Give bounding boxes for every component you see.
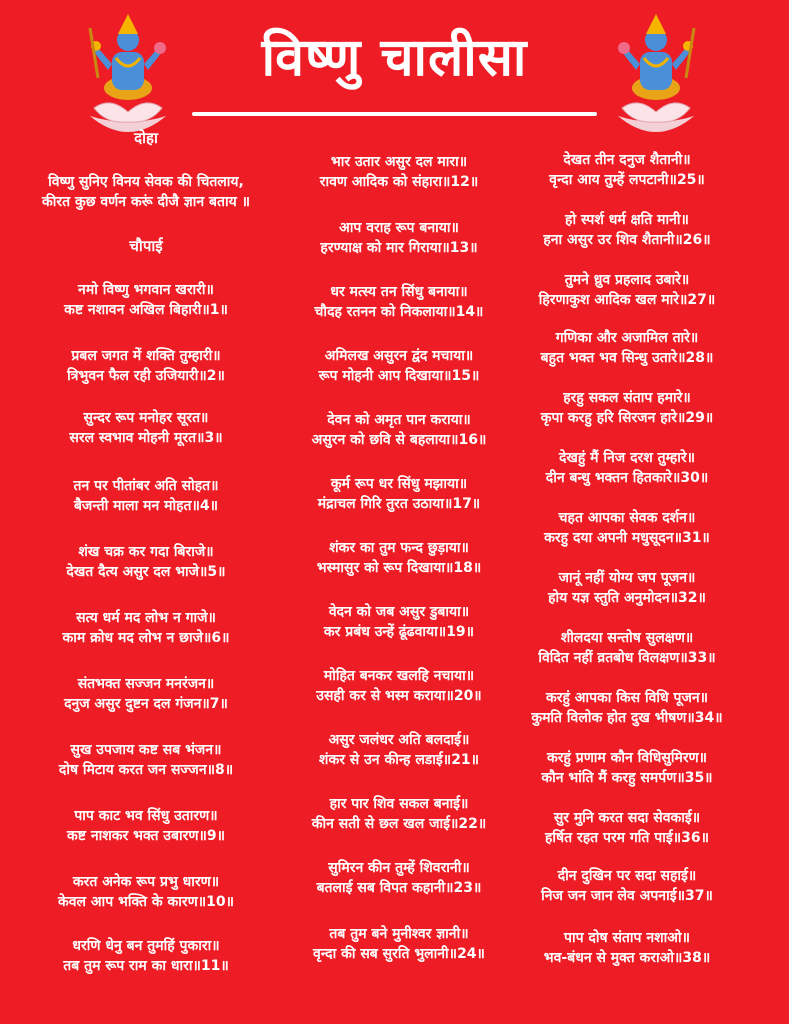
verse-line: चहत आपका सेवक दर्शन॥ — [558, 510, 696, 526]
page-title: विष्णु चालीसा — [261, 28, 528, 88]
verse-35 — [514, 748, 740, 788]
verse-line: मंद्राचल गिरि तुरत उठाया॥17॥ — [317, 496, 481, 512]
verse-line: बतलाई सब विपत कहानी॥23॥ — [316, 880, 482, 896]
verse-line: बहुत भक्त भव सिन्धु उतारे॥28॥ — [540, 350, 714, 366]
verse-31 — [514, 508, 740, 548]
verse-line: शंकर का तुम फन्द छुड़ाया॥ — [329, 540, 469, 556]
verse-1 — [8, 280, 284, 320]
verse-line: देवन को अमृत पान कराया॥ — [327, 412, 471, 428]
verse-line: सुमिरन कीन तुम्हें शिवरानी॥ — [328, 860, 470, 876]
verse-line: वेदन को जब असुर डुबाया॥ — [328, 604, 470, 620]
verse-line: रूप मोहनी आप दिखाया॥15॥ — [318, 368, 480, 384]
verse-line: चौदह रतनन को निकलाया॥14॥ — [314, 304, 484, 320]
verse-22 — [284, 794, 514, 834]
verse-line: केवल आप भक्ति के कारण॥10॥ — [58, 894, 234, 910]
verse-line: देखत दैत्य असुर दल भाजे॥5॥ — [66, 564, 226, 580]
verse-line: दोष मिटाय करत जन सज्जन॥8॥ — [58, 762, 234, 778]
verse-line: प्रबल जगत में शक्ति तुम्हारी॥ — [71, 348, 221, 364]
verse-line: विदित नहीं व्रतबोध विलक्षण॥33॥ — [538, 650, 716, 666]
verse-line: कुमति विलोक होत दुख भीषण॥34॥ — [531, 710, 723, 726]
verse-line: कष्ट नाशकर भक्त उबारण॥9॥ — [67, 828, 225, 844]
verse-4 — [8, 476, 284, 516]
verse-2 — [8, 346, 284, 386]
verse-line: नमो विष्णु भगवान खरारी॥ — [78, 282, 214, 298]
title-underline — [192, 112, 597, 116]
verse-line: हो स्पर्श धर्म क्षति मानी॥ — [565, 212, 689, 228]
verse-line: हरण्याक्ष को मार गिराया॥13॥ — [320, 240, 478, 256]
verse-8 — [8, 740, 284, 780]
verse-line: करहुं प्रणाम कौन विधिसुमिरण॥ — [546, 750, 708, 766]
verse-line: सुख उपजाय कष्ट सब भंजन॥ — [70, 742, 222, 758]
verse-line: अमिलख असुरन द्वंद मचाया॥ — [324, 348, 474, 364]
verse-5 — [8, 542, 284, 582]
verse-16 — [284, 410, 514, 450]
verse-15 — [284, 346, 514, 386]
verse-line: आप वराह रूप बनाया॥ — [339, 220, 459, 236]
doha-line-2: कीरत कुछ वर्णन करूं दीजै ज्ञान बताय ॥ — [42, 194, 250, 210]
verse-line: जानूं नहीं योग्य जप पूजन॥ — [558, 570, 696, 586]
verse-line: करहुं आपका किस विधि पूजन॥ — [545, 690, 709, 706]
verse-line: हर्षित रहत परम गति पाई॥36॥ — [544, 830, 709, 846]
verse-line: संतभक्त सज्जन मनरंजन॥ — [77, 676, 215, 692]
verse-line: भव-बंधन से मुक्त कराओ॥38॥ — [543, 950, 711, 966]
verse-line: हरहु सकल संताप हमारे॥ — [563, 390, 691, 406]
verse-17 — [284, 474, 514, 514]
verse-12 — [284, 152, 514, 192]
verse-line: कूर्म रूप धर सिंधु मझाया॥ — [330, 476, 468, 492]
verse-line: हार पार शिव सकल बनाई॥ — [329, 796, 469, 812]
verse-line: देखहुं मैं निज दरश तुम्हारे॥ — [558, 450, 696, 466]
verse-line: वृन्दा की सब सुरति भुलानी॥24॥ — [313, 946, 485, 962]
verse-line: भस्मासुर को रूप दिखाया॥18॥ — [316, 560, 482, 576]
verse-28 — [514, 328, 740, 368]
verse-25 — [514, 150, 740, 190]
verse-20 — [284, 666, 514, 706]
verse-line: दनुज असुर दुष्टन दल गंजन॥7॥ — [64, 696, 228, 712]
verse-11 — [8, 936, 284, 976]
verse-line: काम क्रोध मद लोभ न छाजे॥6॥ — [62, 630, 230, 646]
verse-line: त्रिभुवन फैल रही उजियारी॥2॥ — [67, 368, 225, 384]
verse-line: तुमने ध्रुव प्रहलाद उबारे॥ — [564, 272, 690, 288]
verse-line: धरणि धेनु बन तुमहिं पुकारा॥ — [72, 938, 220, 954]
verse-line: हिरणाकुश आदिक खल मारे॥27॥ — [538, 292, 716, 308]
verse-line: दीन बन्धु भक्तन हितकारे॥30॥ — [545, 470, 709, 486]
verse-line: धर मत्स्य तन सिंधु बनाया॥ — [330, 284, 468, 300]
verse-21 — [284, 730, 514, 770]
verse-line: कर प्रबंध उन्हें ढूंढवाया॥19॥ — [323, 624, 475, 640]
verse-18 — [284, 538, 514, 578]
verse-27 — [514, 270, 740, 310]
verse-line: रावण आदिक को संहारा॥12॥ — [319, 174, 479, 190]
verse-23 — [284, 858, 514, 898]
verse-24 — [284, 924, 514, 964]
verse-7 — [8, 674, 284, 714]
verse-14 — [284, 282, 514, 322]
verse-26 — [514, 210, 740, 250]
verse-line: सुन्दर रूप मनोहर सूरत॥ — [83, 410, 209, 426]
verse-line: होय यज्ञ स्तुति अनुमोदन॥32॥ — [548, 590, 706, 606]
verse-line: तब तुम बने मुनीश्वर ज्ञानी॥ — [329, 926, 469, 942]
verse-34 — [514, 688, 740, 728]
verse-line: वृन्दा आय तुम्हें लपटानी॥25॥ — [549, 172, 705, 188]
verse-line: करत अनेक रूप प्रभु धारण॥ — [72, 874, 220, 890]
verse-line: पाप काट भव सिंधु उतारण॥ — [74, 808, 218, 824]
verse-33 — [514, 628, 740, 668]
verse-line: कष्ट नशावन अखिल बिहारी॥1॥ — [64, 302, 228, 318]
doha-heading: दोहा — [134, 129, 158, 147]
verse-line: दीन दुखिन पर सदा सहाई॥ — [557, 868, 697, 884]
verse-9 — [8, 806, 284, 846]
verse-6 — [8, 608, 284, 648]
verse-line: निज जन जान लेव अपनाई॥37॥ — [541, 888, 713, 904]
column-2 — [284, 152, 514, 992]
doha-line-1: विष्णु सुनिए विनय सेवक की चितलाय, — [48, 174, 244, 190]
verse-line: शंकर से उन कीन्ह लडाई॥21॥ — [318, 752, 480, 768]
verse-line: तन पर पीतांबर अति सोहत॥ — [73, 478, 219, 494]
verse-line: बैजन्ती माला मन मोहत॥4॥ — [73, 498, 219, 514]
verse-line: देखत तीन दनुज शैतानी॥ — [563, 152, 691, 168]
verse-line: गणिका और अजामिल तारे॥ — [555, 330, 699, 346]
verse-29 — [514, 388, 740, 428]
verse-line: पाप दोष संताप नशाओ॥ — [564, 930, 690, 946]
column-1 — [8, 128, 284, 988]
verse-37 — [514, 866, 740, 906]
verse-3 — [8, 408, 284, 448]
chaupai-heading: चौपाई — [129, 237, 163, 255]
verse-line: कृपा करहु हरि सिरजन हारे॥29॥ — [540, 410, 714, 426]
verse-line: सरल स्वभाव मोहनी मूरत॥3॥ — [69, 430, 223, 446]
verse-10 — [8, 872, 284, 912]
doha — [8, 172, 284, 212]
verse-19 — [284, 602, 514, 642]
verse-38 — [514, 928, 740, 968]
verse-line: शंख चक्र कर गदा बिराजे॥ — [78, 544, 214, 560]
verse-line: कौन भांति मैं करहु समर्पण॥35॥ — [541, 770, 713, 786]
verse-line: करहु दया अपनी मधुसूदन॥31॥ — [544, 530, 710, 546]
verse-36 — [514, 808, 740, 848]
verse-30 — [514, 448, 740, 488]
verse-line: मोहित बनकर खलहि नचाया॥ — [323, 668, 475, 684]
verse-line: तब तुम रूप राम का धारा॥11॥ — [63, 958, 229, 974]
verse-line: उसही कर से भस्म कराया॥20॥ — [316, 688, 482, 704]
verse-line: शीलदया सन्तोष सुलक्षण॥ — [560, 630, 694, 646]
column-3 — [514, 150, 740, 980]
verse-line: कीन सती से छल खल जाई॥22॥ — [311, 816, 487, 832]
verse-line: असुर जलंधर अति बलदाई॥ — [328, 732, 470, 748]
verse-line: सत्य धर्म मद लोभ न गाजे॥ — [76, 610, 216, 626]
verse-line: भार उतार असुर दल मारा॥ — [330, 154, 468, 170]
verse-13 — [284, 218, 514, 258]
verse-line: हना असुर उर शिव शैतानी॥26॥ — [543, 232, 711, 248]
verse-line: असुरन को छवि से बहलाया॥16॥ — [311, 432, 487, 448]
verse-32 — [514, 568, 740, 608]
verse-line: सुर मुनि करत सदा सेवकाई॥ — [553, 810, 701, 826]
